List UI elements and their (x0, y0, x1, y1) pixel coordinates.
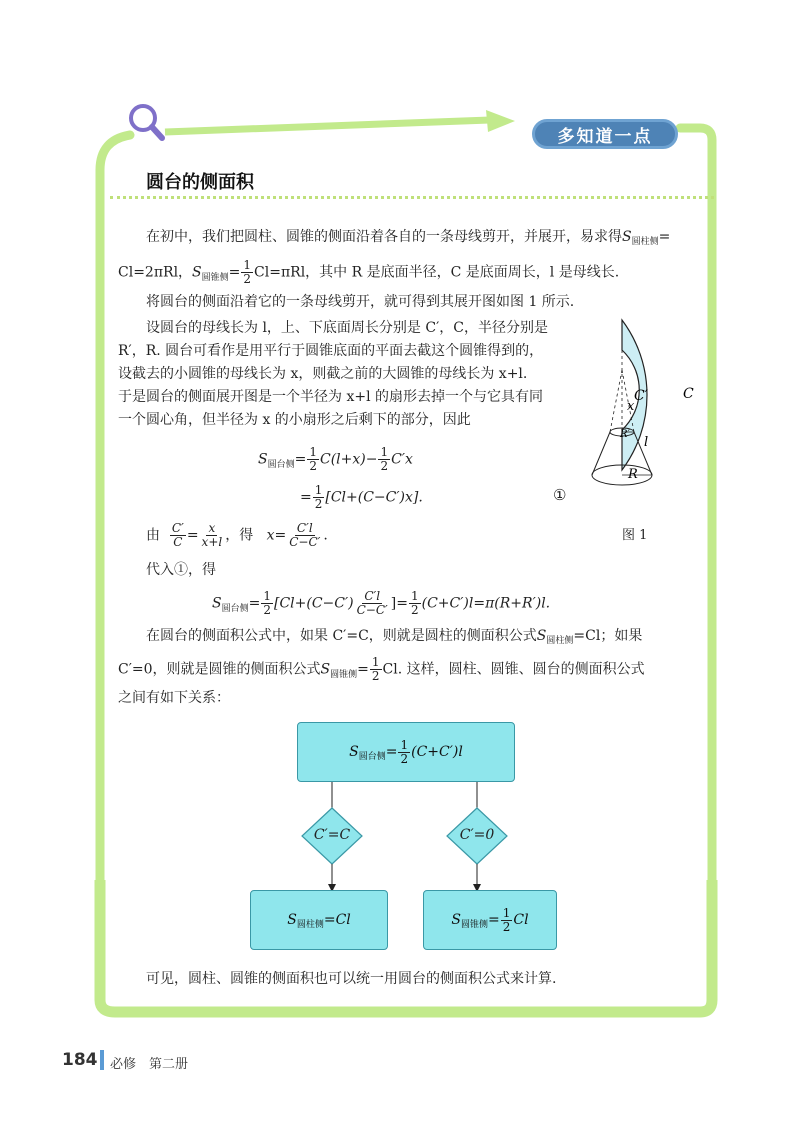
flow-box-cone: S 圆锥侧 = $\frac{1}{2}$ Cl (423, 890, 557, 950)
label-c-prime: C′ (634, 388, 648, 404)
section-title: 圆台的侧面积 (146, 172, 254, 193)
conclusion-line: 可见，圆柱、圆锥的侧面积也可以统一用圆台的侧面积公式来计算. (146, 971, 557, 987)
label-x: x (627, 399, 635, 414)
paragraph-line: 将圆台的侧面沿着它的一条母线剪开，就可得到其展开图如图 1 所示. (146, 294, 575, 310)
section-badge: 多知道一点 (532, 119, 678, 149)
paragraph-line: 于是圆台的侧面展开图是一个半径为 x+l 的扇形去掉一个与它具有同 (118, 389, 544, 405)
condition-label-left: C′=C (313, 827, 351, 843)
equation-number: ① (553, 486, 567, 504)
equation-line: 由 $\frac{C'}{C}$ = $\frac{x}{x+l}$ ，得 x= $\frac{C'l}{C-C'}$ . (146, 521, 328, 549)
label-l: l (644, 435, 649, 450)
label-r-prime: R′ (620, 429, 630, 440)
flow-box-cylinder: S 圆柱侧 =Cl (250, 890, 388, 950)
paragraph-line: 设截去的小圆锥的母线长为 x，则截之前的大圆锥的母线长为 x+l. (118, 366, 528, 382)
page-number: 184 (62, 1050, 98, 1070)
paragraph-line: 在初中，我们把圆柱、圆锥的侧面沿着各自的一条母线剪开，并展开，易求得$S_{圆柱侧}=$ (146, 229, 671, 247)
label-r: R (628, 467, 638, 482)
condition-label-right: C′=0 (459, 827, 495, 843)
paragraph-line: 在圆台的侧面积公式中，如果 C′=C，则就是圆柱的侧面积公式$S_{圆柱侧}=Cl$；如果 (146, 628, 643, 646)
equation-line: $S_{圆台侧}=$ $\frac{1}{2}$ [Cl+(C−C′) $\frac{C'l}{C-C'}$ ]= $\frac{1}{2}$ (C+C′)l=π(R+R′)l. (212, 589, 551, 617)
paragraph-line: 一个圆心角，但半径为 x 的小扇形之后剩下的部分，因此 (118, 412, 471, 428)
paragraph-line: Cl=2πRl，$S_{圆锥侧}=$ $\frac{1}{2}$ Cl=πRl，其中 R 是底面半径，C 是底面周长，l 是母线长. (118, 258, 620, 286)
paragraph-line: 代入①，得 (146, 562, 216, 578)
paragraph-line: 设圆台的母线长为 l，上、下底面周长分别是 C′，C，半径分别是 (146, 320, 548, 336)
paragraph-line: C′=0，则就是圆锥的侧面积公式$S_{圆锥侧}=$ $\frac{1}{2}$ Cl. 这样，圆柱、圆锥、圆台的侧面积公式 (118, 655, 645, 683)
page-bar (100, 1050, 104, 1070)
equation-line: $S_{圆台侧}=$ $\frac{1}{2}$ C(l+x)− $\frac{1}{2}$ C′x (258, 445, 413, 473)
label-c: C (683, 386, 694, 402)
flow-box-frustum: S 圆台侧 = $\frac{1}{2}$ (C+C′)l (297, 722, 515, 782)
book-title: 必修 第二册 (110, 1057, 189, 1072)
paragraph-line: R′，R. 圆台可看作是用平行于圆锥底面的平面去截这个圆锥得到的， (118, 343, 544, 359)
paragraph-line: 之间有如下关系： (118, 690, 230, 706)
figure-caption: 图 1 (622, 528, 648, 543)
equation-line: = $\frac{1}{2}$ [Cl+(C−C′)x]. (300, 483, 423, 511)
